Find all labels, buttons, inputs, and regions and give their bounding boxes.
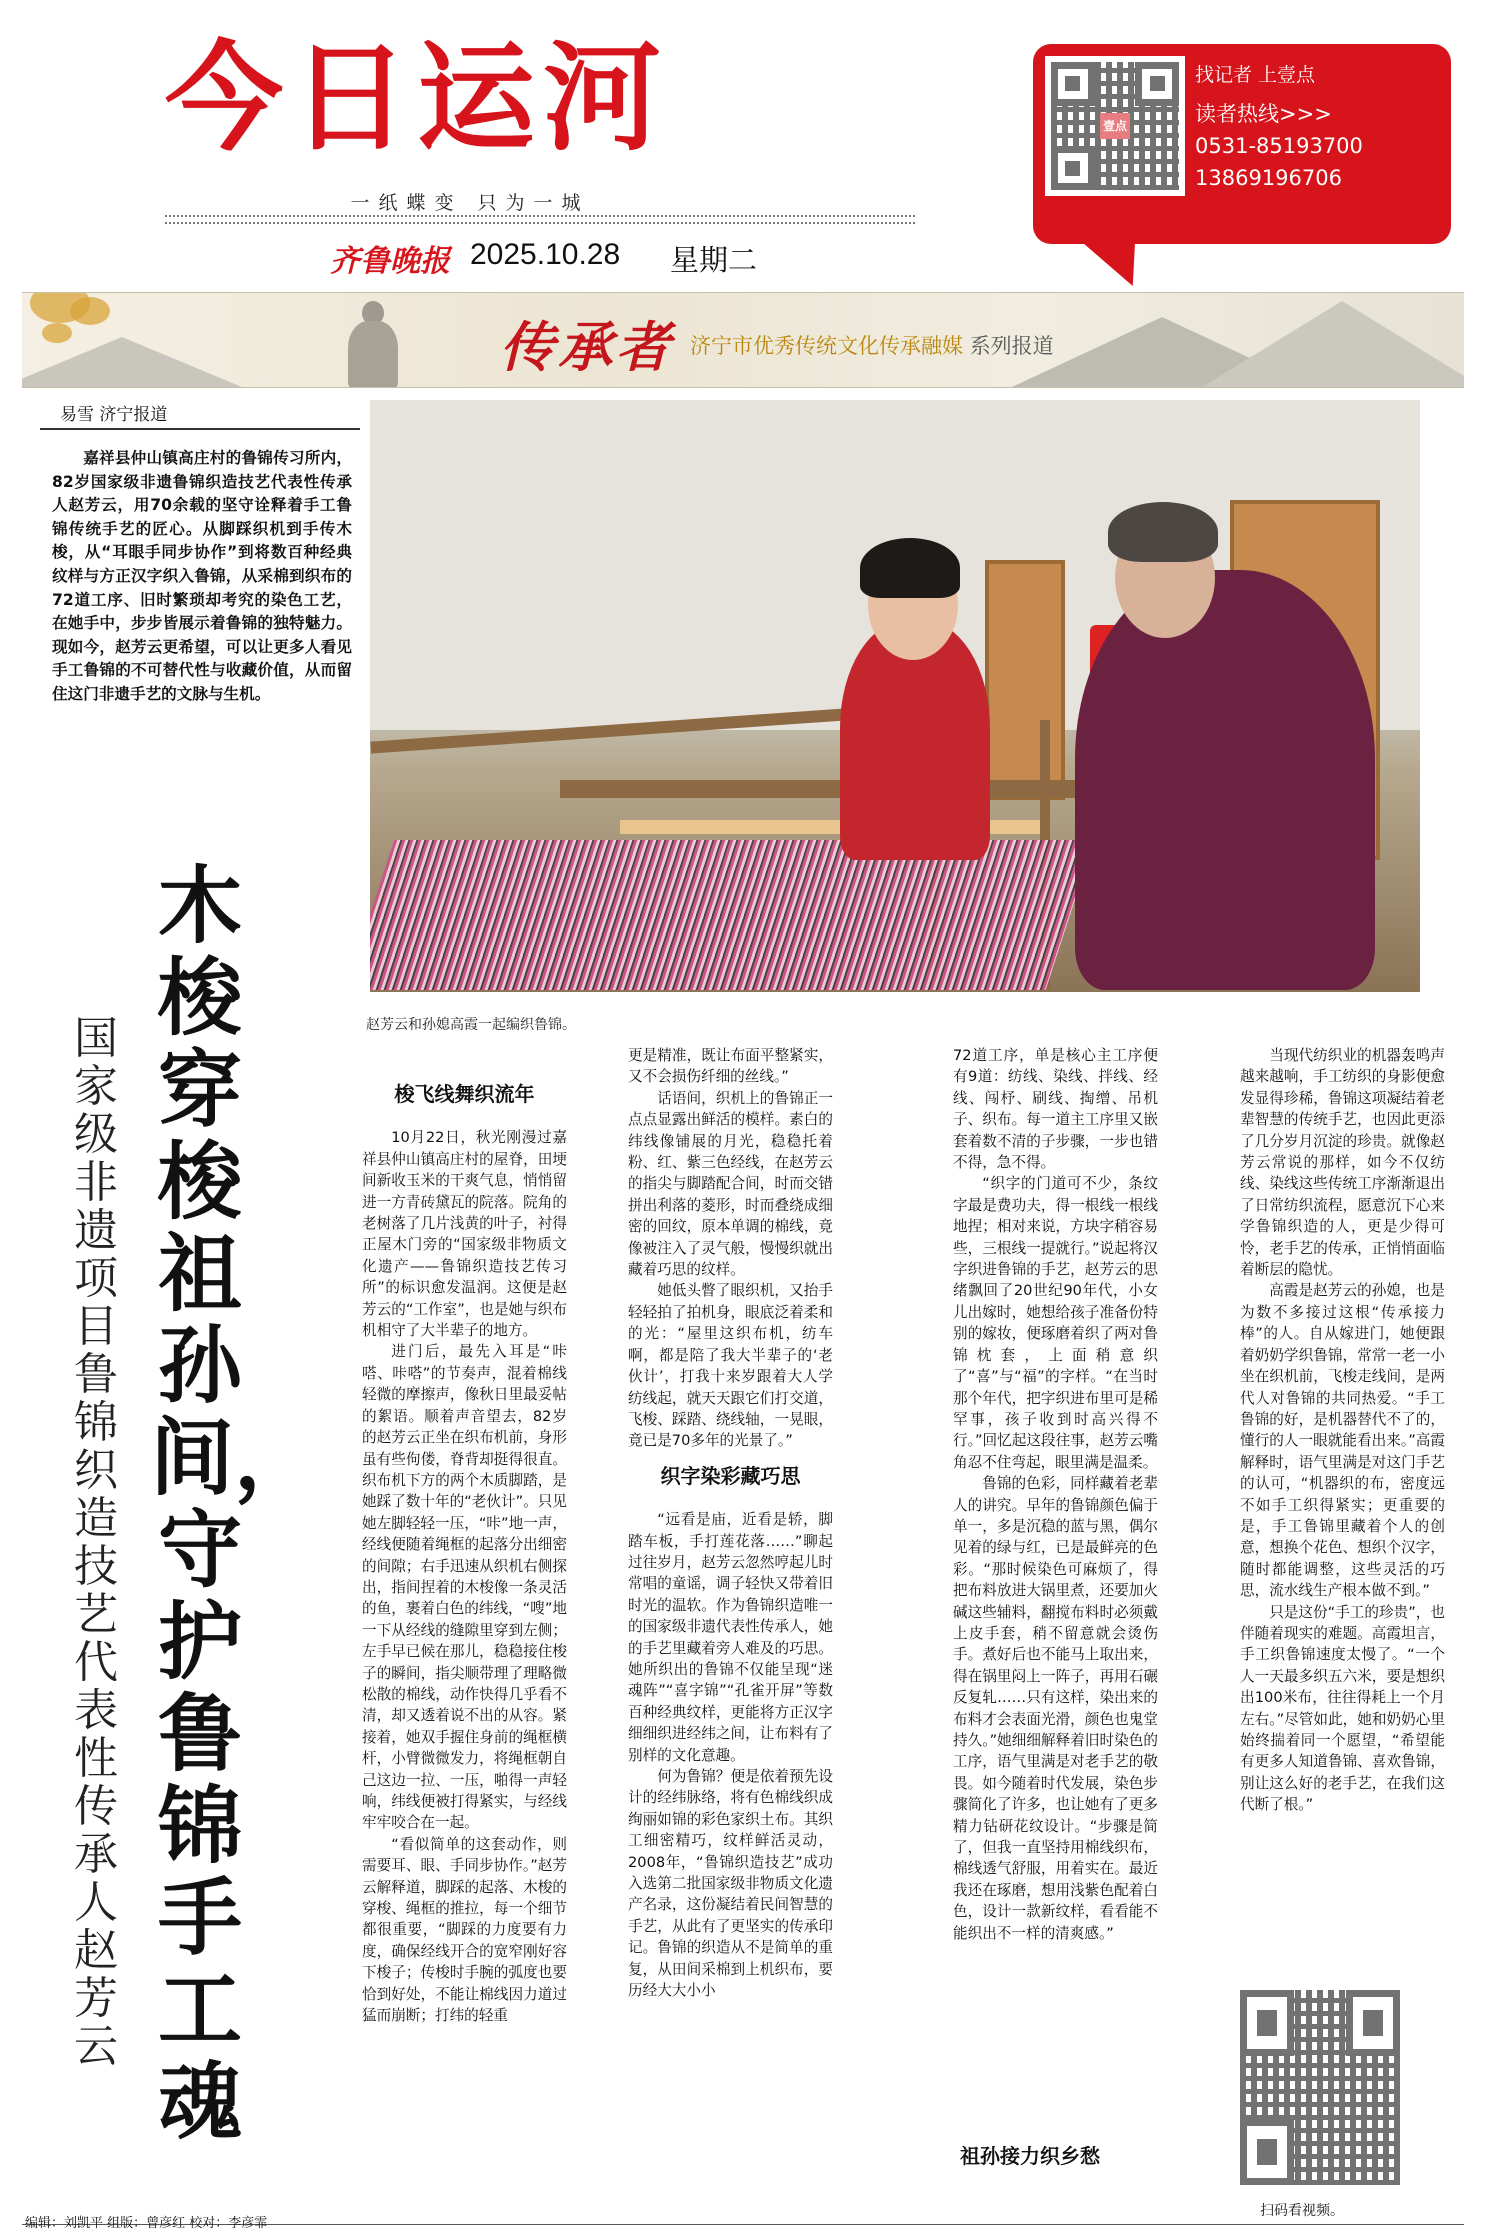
headline: 木梭穿梭祖孙间，守护鲁锦手工魂 bbox=[150, 856, 319, 2151]
subheadline: 国家级非遗项目鲁锦织造技艺代表性传承人赵芳云 bbox=[74, 1013, 118, 2072]
paragraph: 更是精准，既让布面平整紧实，又不会损伤纤细的丝线。” bbox=[628, 1047, 833, 1086]
paper-logo: 齐鲁晚报 bbox=[330, 244, 450, 279]
qr-caption: 扫码看视频。 bbox=[1260, 2203, 1344, 2219]
lead-paragraph: 嘉祥县仲山镇高庄村的鲁锦传习所内，82岁国家级非遗鲁锦织造技艺代表性传承人赵芳云，用70余载的坚守诠释着手工鲁锦传统手艺的匠心。从脚踩织机到手传木梭，从“耳眼手同步协作”到将数百种经典纹样与方正汉字织入鲁锦，从采棉到织布的72道工序、旧时繁琐却考究的染色工艺，在她手中，步步皆展示着鲁锦的独特魅力。现如今，赵芳云更希望，可以让更多人看见手工鲁锦的不可替代性与收藏价值，从而留住这门非遗手艺的文脉与生机。 bbox=[52, 449, 352, 703]
article-column-2 bbox=[628, 1045, 833, 2190]
hotline-mobile[interactable]: 13869196706 bbox=[1195, 166, 1342, 190]
masthead-title: 今日运河 bbox=[165, 29, 670, 167]
hotline-phone[interactable]: 0531-85193700 bbox=[1195, 134, 1363, 158]
column-title: 传承者 bbox=[500, 315, 674, 379]
issue-weekday: 星期二 bbox=[670, 243, 758, 277]
section-title: 梭飞线舞织流年 bbox=[394, 1082, 535, 1106]
issue-date: 2025.10.28 bbox=[470, 238, 621, 271]
paragraph: 当现代纺织业的机器轰鸣声越来越响，手工纺织的身影便愈发显得珍稀，鲁锦这项凝结着老辈智慧的传统手艺，也因此更添了几分岁月沉淀的珍贵。就像赵芳云常说的那样，如今不仅纺线、染线这些传统工序渐渐退出了日常纺织流程，愿意沉下心来学鲁锦织造的人，更是少得可怜，老手艺的传承，正悄悄面临着断层的隐忧。 bbox=[1240, 1047, 1445, 1279]
article-column-4 bbox=[1240, 1045, 1445, 1980]
hotline-slogan: 找记者 上壹点 bbox=[1195, 64, 1316, 86]
paragraph: 鲁锦的色彩，同样藏着老辈人的讲究。早年的鲁锦颜色偏于单一，多是沉稳的蓝与黑，偶尔见着的绿与红，已是最鲜亮的色彩。“那时候染色可麻烦了，得把布料放进大锅里煮，还要加火碱这些辅料，翻搅布料时必须戴上皮手套，稍不留意就会烫伤手。煮好后也不能马上取出来，得在锅里闷上一阵子，再用石碾反复轧……只有这样，染出来的布料才会表面光滑，颜色也鬼堂持久。”她细细解释着旧时染色的工序，语气里满是对老手艺的敬畏。如今随着时代发展，染色步骤简化了许多，也让她有了更多精力钻研花纹设计。“步骤是简了，但我一直坚持用棉线织布，棉线透气舒服，用着实在。最近我还在琢磨，想用浅紫色配着白色，设计一款新纹样，看看能不能织出不一样的清爽感。” bbox=[953, 1475, 1158, 1942]
masthead-slogan: 一纸蝶变 只为一城 bbox=[350, 192, 590, 214]
byline: 易雪 济宁报道 bbox=[60, 405, 168, 425]
article-photo bbox=[370, 400, 1420, 992]
column-subtitle: 济宁市优秀传统文化传承融媒 系列报道 bbox=[690, 334, 1054, 358]
photo-caption: 赵芳云和孙媳高霞一起编织鲁锦。 bbox=[366, 1017, 576, 1033]
section-title: 织字染彩藏巧思 bbox=[660, 1463, 801, 1488]
hotline-label: 读者热线>>> bbox=[1195, 102, 1332, 126]
qr-code[interactable] bbox=[1045, 56, 1185, 196]
article-column-3 bbox=[953, 1045, 1158, 2130]
paragraph: “织字的门道可不少，条纹字最是费功夫，得一根线一根线地捏；相对来说，方块字稍容易些，三根线一提就行。”说起将汉字织进鲁锦的手艺，赵芳云的思绪飘回了20世纪90年代，小女儿出嫁时，她想给孩子准备份特别的嫁妆，便琢磨着织了两对鲁锦枕套，上面稍意织了“喜”与“福”的字样。“在当时那个年代，把字织进布里可是稀罕事，孩子收到时高兴得不行。”回忆起这段往事，赵芳云嘴角忍不住弯起，眼里满是温柔。 bbox=[953, 1175, 1158, 1471]
paragraph: 高霞是赵芳云的孙媳，也是为数不多接过这根“传承接力棒”的人。自从嫁进门，她便跟着奶奶学织鲁锦，常常一老一小坐在织机前，飞梭走线间，是两代人对鲁锦的共同热爱。“手工鲁锦的好，是机器替代不了的，懂行的人一眼就能看出来。”高霞解释时，语气里满是对这门手艺的认可，“机器织的布，密度远不如手工织得紧实；更重要的是，手工鲁锦里藏着个人的创意，想换个花色、想织个汉字，随时都能调整，这些灵活的巧思，流水线生产根本做不到。” bbox=[1240, 1282, 1445, 1600]
paragraph: 72道工序，单是核心主工序便有9道：纺线、染线、拌线、经线、闯杼、刷线、掏缯、吊机子、织布。每一道主工序里又嵌套着数不清的子步骤，一步也错不得，急不得。 bbox=[953, 1047, 1158, 1172]
paragraph: “看似简单的这套动作，则需要耳、眼、手同步协作。”赵芳云解释道，脚踩的起落、木梭的穿梭、绳框的推拉，每一个细节都很重要，“脚踩的力度要有力度，确保经线开合的宽窄刚好容下梭子；传梭时手腕的弧度也要恰到好处，不能让棉线因力道过猛而崩断；打纬的轻重 bbox=[362, 1835, 567, 2025]
video-qr-code[interactable] bbox=[1240, 1990, 1400, 2185]
paragraph: “远看是庙，近看是轿，脚踏车板，手打莲花落……”聊起过往岁月，赵芳云忽然哼起儿时常唱的童谣，调子轻快又带着旧时光的温软。作为鲁锦织造唯一的国家级非遗代表性传承人，她的手艺里藏着旁人难及的巧思。她所织出的鲁锦不仅能呈现“迷魂阵”“喜字锦”“孔雀开屏”等数百种经典纹样，更能将方正汉字细细织进经纬之间，让布料有了别样的文化意趣。 bbox=[628, 1511, 833, 1764]
section-title: 祖孙接力织乡愁 bbox=[960, 2144, 1100, 2168]
series-label: 系列报道 bbox=[969, 334, 1054, 358]
paragraph: 她低头瞥了眼织机，又抬手轻轻拍了拍机身，眼底泛着柔和的光：“屋里这织布机，纺车啊，都是陪了我大半辈子的‘老伙计’，打我十来岁跟着大人学纺线起，就天天跟它们打交道，飞梭、踩踏、绕线轴，一晃眼，竟已是70多年的光景了。” bbox=[628, 1282, 833, 1450]
paragraph: 何为鲁锦？便是依着预先设计的经纬脉络，将有色棉线织成绚丽如锦的彩色家织土布。其织工细密精巧，纹样鲜活灵动，2008年，“鲁锦织造技艺”成功入选第二批国家级非物质文化遗产名录，这份凝结着民间智慧的手艺，从此有了更坚实的传承印记。鲁锦的织造从不是简单的重复，从田间采棉到上机织布，要历经大大小小 bbox=[628, 1768, 833, 2000]
paragraph: 只是这份“手工的珍贵”，也伴随着现实的难题。高霞坦言，手工织鲁锦速度太慢了。“一个人一天最多织五六米，要是想织出100米布，往往得耗上一个月左右。”尽管如此，她和奶奶心里始终揣着同一个愿望，“希望能有更多人知道鲁锦、喜欢鲁锦，别让这么好的老手艺，在我们这代断了根。” bbox=[1240, 1603, 1445, 1814]
paragraph: 话语间，织机上的鲁锦正一点点显露出鲜活的模样。素白的纬线像铺展的月光，稳稳托着粉、红、紫三色经线，在赵芳云的指尖与脚踏配合间，时而交错拼出利落的菱形，时而叠绕成细密的回纹，原本单调的棉线，竟像被注入了灵气般，慢慢织就出藏着巧思的纹样。 bbox=[628, 1089, 833, 1279]
divider bbox=[40, 428, 360, 430]
qr-badge: 壹点 bbox=[1100, 113, 1131, 139]
editor-credits: 编辑：刘凯平 组版：曾彦红 校对：李彦霏 bbox=[25, 2216, 268, 2231]
paragraph: 10月22日，秋光刚漫过嘉祥县仲山镇高庄村的屋脊，田埂间新收玉米的干爽气息，悄悄留进一方青砖黛瓦的院落。院角的老树落了几片浅黄的叶子，衬得正屋木门旁的“国家级非物质文化遗产——鲁锦织造技艺传习所”的标识愈发温润。这便是赵芳云的“工作室”，也是她与织布机相守了大半辈子的地方。 bbox=[362, 1129, 567, 1340]
speech-tail bbox=[1077, 238, 1161, 286]
confucius-statue-image bbox=[340, 301, 406, 388]
divider bbox=[165, 222, 915, 224]
article-column-1 bbox=[362, 1070, 567, 2190]
divider bbox=[165, 215, 915, 217]
paragraph: 进门后，最先入耳是“咔嗒、咔嗒”的节奏声，混着棉线轻微的摩擦声，像秋日里最妥帖的絮语。顺着声音望去，82岁的赵芳云正坐在织布机前，身形虽有些佝偻，脊背却挺得很直。织布机下方的两个木质脚踏，是她踩了数十年的“老伙计”。只见她左脚轻轻一压，“咔”地一声，经线便随着绳框的起落分出细密的间隙；右手迅速从织机右侧探出，指间捏着的木梭像一条灵活的鱼，裹着白色的纬线，“嗖”地一下从经线的缝隙里穿到左侧；左手早已候在那儿，稳稳接住梭子的瞬间，指尖顺带理了理略微松散的棉线，动作快得几乎看不清，却又透着说不出的从容。紧接着，她双手握住身前的绳框横杆，小臂微微发力，将绳框朝自己这边一拉、一压，啪得一声轻响，纬线便被打得紧实，与经线牢牢咬合在一起。 bbox=[362, 1343, 567, 1832]
